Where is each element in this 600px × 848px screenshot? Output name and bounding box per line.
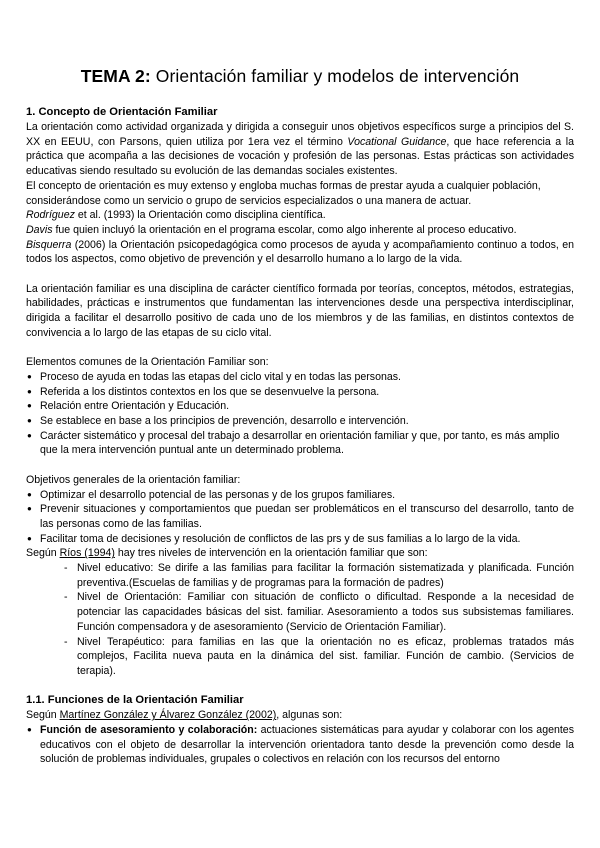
- list-item: ● Se establece en base a los principios de prevención, desarrollo e intervención.: [26, 414, 574, 429]
- text-span: actuaciones sistemáticas para ayudar y colaborar con los agentes educativos con el objeto de desarrollar la intervención orientadora tanto desde la prevención como desde la solución de problemas individuales, grupales o colectivos en relación con los recursos del entorno: [40, 724, 574, 766]
- objectives-intro: Objetivos generales de la orientación familiar:: [26, 473, 241, 486]
- text-span: Según: [26, 709, 60, 722]
- citation-davis: [26, 223, 574, 238]
- text-span: et al. (1993) la Orientación como disciplina científica.: [74, 209, 326, 222]
- section-1-1-heading: 1.1. Funciones de la Orientación Familiar: [26, 694, 244, 707]
- citation-rodriguez: [26, 208, 574, 223]
- term-italic: Vocational Guidance: [347, 135, 447, 148]
- list-item: ● Carácter sistemático y procesal del trabajo a desarrollar en orientación familiar y que, por tanto, es más amplio que la mera intervención puntual ante un determinado problema.: [26, 429, 574, 458]
- levels-list: [26, 561, 574, 679]
- author-italic: Davis: [26, 223, 53, 236]
- objectives-list: [26, 488, 574, 547]
- citation-bisquerra: [26, 238, 574, 267]
- text-span: fue quien incluyó la orientación en el programa escolar, como algo inherente al proceso educativo.: [52, 223, 517, 236]
- author-italic: Rodríguez: [26, 209, 75, 222]
- list-item: ● Optimizar el desarrollo potencial de las personas y de los grupos familiares.: [26, 488, 574, 503]
- text-span: , algunas son:: [276, 709, 343, 722]
- functions-list: [26, 723, 574, 767]
- elements-list: [26, 370, 574, 458]
- rios-intro: [26, 546, 574, 561]
- reference-link: Martínez González y Álvarez González (2002): [59, 709, 277, 722]
- title-prefix: TEMA 2:: [80, 66, 151, 86]
- list-item: ● Relación entre Orientación y Educación.: [26, 399, 574, 414]
- functions-intro: [26, 708, 574, 723]
- list-item: - Nivel Terapéutico: para familias en las que la orientación no es eficaz, problemas tratados más complejos, Facilita nueva pauta en la dinámica del sist. familiar. Función de cambio. (Servicios de terapia).: [64, 635, 574, 679]
- list-item: ● Referida a los distintos contextos en los que se desenvuelve la persona.: [26, 385, 574, 400]
- list-item: - Nivel de Orientación: Familiar con situación de conflicto o dificultad. Responde a la necesidad de potenciar las capacidades básicas del sist. familiar. Asesoramiento a todos sus subsistemas familiares. Función compensadora y de asesoramiento (Servicio de Orientación Familiar).: [64, 590, 574, 634]
- list-item: ● Prevenir situaciones y comportamientos que puedan ser problemáticos en el transcurso del desarrollo, tanto de las personas como de las familias.: [26, 502, 574, 531]
- paragraph-concept: El concepto de orientación es muy extenso y engloba muchas formas de prestar ayuda a cualquier población, considerándose como un servicio o grupo de servicios especializados o una manera de actuar.: [26, 179, 541, 207]
- text-span: , que hace referencia a la práctica que acompaña a las decisiones de vocación y profesión de las personas. Estas prácticas son actividades educativas siendo resultado su evolución de las demandas sociales existentes.: [26, 135, 574, 178]
- text-span: hay tres niveles de intervención en la orientación familiar que son:: [114, 547, 428, 560]
- reference-link: Ríos (1994): [59, 547, 115, 560]
- page-title: [26, 66, 574, 87]
- title-rest: Orientación familiar y modelos de intervención: [150, 66, 520, 86]
- function-label: Función de asesoramiento y colaboración:: [40, 724, 258, 737]
- author-italic: Bisquerra: [26, 238, 72, 251]
- paragraph-origin: [26, 120, 574, 179]
- list-item: ● Proceso de ayuda en todas las etapas del ciclo vital y en todas las personas.: [26, 370, 574, 385]
- text-span: La orientación como actividad organizada y dirigida a conseguir unos objetivos específicos surge a principios del S. XX en EEUU, con Parsons, quien utiliza por 1era vez el término: [26, 121, 574, 148]
- text-span: Según: [26, 547, 60, 560]
- list-item: [26, 723, 574, 767]
- elements-intro: Elementos comunes de la Orientación Familiar son:: [26, 356, 269, 369]
- list-item: ● Facilitar toma de decisiones y resolución de conflictos de las prs y de sus familias a lo largo de la vida.: [26, 532, 574, 547]
- paragraph-family-orientation: La orientación familiar es una disciplina de carácter científico formada por teorías, conceptos, métodos, estrategias, habilidades, prácticas e instrumentos que fundamentan las intervenciones desde una perspectiva interdisciplinar, dirigida a facilitar el desarrollo positivo de cada uno de los miembros y de las familias, en distintos contextos de convivencia a lo largo de las etapas de su ciclo vital.: [26, 282, 574, 339]
- list-item: - Nivel educativo: Se dirife a las familias para facilitar la formación sistematizada y planificada. Función preventiva.(Escuelas de familias y de programas para la formación de padres): [64, 561, 574, 590]
- section-1-heading: 1. Concepto de Orientación Familiar: [26, 106, 218, 118]
- text-span: (2006) la Orientación psicopedagógica como procesos de ayuda y acompañamiento continuo a todos, en todos los aspectos, como objetivo de prevención y el desarrollo humano a lo largo de la vida.: [26, 238, 574, 266]
